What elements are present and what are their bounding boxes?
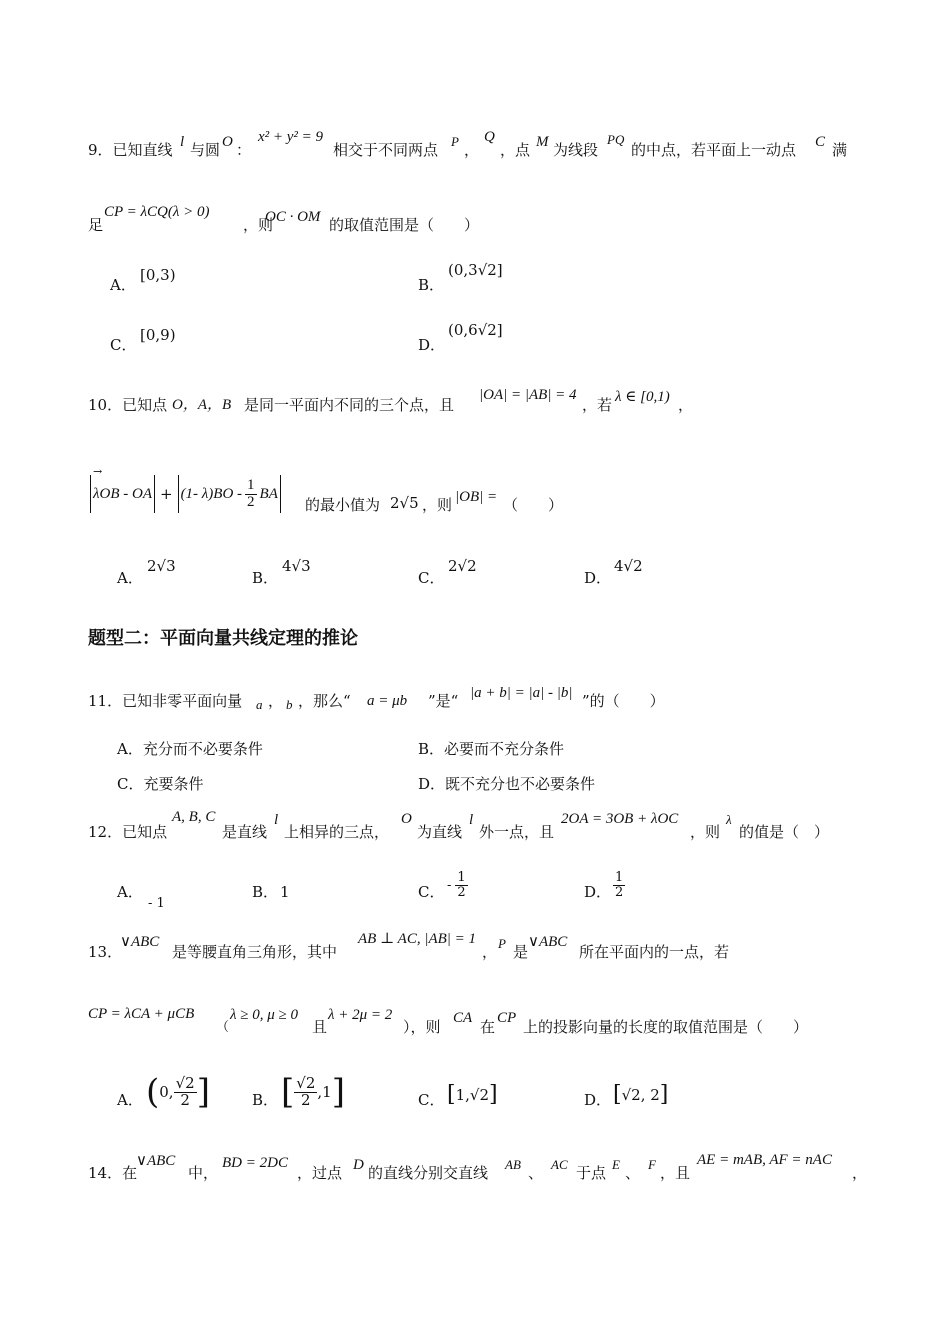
q13-option-a-close: ] xyxy=(196,1072,210,1112)
q13-option-a-num: √2 xyxy=(175,1073,195,1092)
q13-option-b-num: √2 xyxy=(296,1073,316,1092)
q10-expr2b: BA xyxy=(259,485,278,502)
q10-text: 是同一平面内不同的三个点，且 xyxy=(244,396,455,414)
q13-option-a-label: A． xyxy=(117,1091,143,1109)
q10-text: ，若 xyxy=(582,396,613,414)
q13-triangle: ∨ABC xyxy=(528,934,568,950)
q13-option-c-close: ] xyxy=(489,1082,498,1107)
q11-option-c: C．充要条件 xyxy=(117,775,204,793)
q13-option-b-value xyxy=(281,1068,345,1116)
q9-text: 相交于不同两点 xyxy=(333,141,439,159)
q13-equation: CP = λCA + μCB xyxy=(88,1006,195,1022)
q12-text: 外一点，且 xyxy=(479,823,555,841)
q12-option-a-label: A． xyxy=(117,883,143,901)
q12-option-a-value: - 1 xyxy=(148,896,165,911)
q9-point-c: C xyxy=(815,134,826,150)
q10-expr1: λOB - OA xyxy=(93,485,152,502)
q12-line-l: l xyxy=(274,812,279,828)
q13-option-d-label: D． xyxy=(584,1091,612,1109)
q14-text: ， xyxy=(852,1164,868,1182)
q9-point-m: M xyxy=(536,134,549,150)
q10-option-c-label: C． xyxy=(418,569,445,587)
q9-line-l: l xyxy=(180,134,185,150)
q14-condition: AE = mAB, AF = nAC xyxy=(697,1152,832,1168)
q9-text: 的取值范围是（ ） xyxy=(329,216,480,234)
q14-point-f: F xyxy=(648,1157,656,1172)
q11-number: 11．已知非零平面向量 xyxy=(88,692,243,710)
q10-half-num: 1 xyxy=(247,476,255,493)
q14-text: 的直线分别交直线 xyxy=(368,1164,489,1182)
q13-option-b-den: 2 xyxy=(301,1090,311,1109)
q12-text: 是直线 xyxy=(222,823,268,841)
q14-text: 、 xyxy=(625,1164,641,1182)
q10-condition: |OA| = |AB| = 4 xyxy=(479,387,577,403)
q13-vector-ca: CA xyxy=(453,1010,473,1026)
q12-text: 为直线 xyxy=(417,823,463,841)
q13-option-c-text: 1,√2 xyxy=(455,1085,490,1104)
q10-text: 的最小值为 xyxy=(305,496,381,514)
q12-option-b-value: 1 xyxy=(280,883,290,901)
q14-triangle: ∨ABC xyxy=(136,1153,176,1169)
q13-text: 是 xyxy=(513,943,529,961)
q13-option-c-open: [ xyxy=(447,1082,456,1107)
q12-option-c-frac xyxy=(455,871,467,899)
q12-point-o: O xyxy=(401,811,412,827)
q12-lambda: λ xyxy=(726,812,732,827)
q10-points: O，A，B xyxy=(172,397,232,413)
q12-line-l: l xyxy=(469,812,474,828)
q12-equation: 2OA = 3OB + λOC xyxy=(561,811,679,827)
q9-text: 满 xyxy=(832,141,848,159)
q9-condition: CP = λCQ(λ > 0) xyxy=(104,204,210,220)
q13-condition: AB ⊥ AC, |AB| = 1 xyxy=(358,931,477,947)
q14-line-ab: AB xyxy=(505,1157,521,1172)
abs-bar xyxy=(90,475,91,513)
q9-text: 的中点，若平面上一动点 xyxy=(631,141,797,159)
q11-comma: ， xyxy=(268,692,284,710)
q9-option-c-label: C． xyxy=(110,336,137,354)
q12-option-d-label: D． xyxy=(584,883,612,901)
q11-option-b: B．必要而不充分条件 xyxy=(418,740,565,758)
q13-option-d-open: [ xyxy=(613,1082,622,1107)
q13-text: 是等腰直角三角形，其中 xyxy=(172,943,338,961)
q9-colon: ： xyxy=(236,141,252,159)
q9-option-b-value: (0,3√2] xyxy=(448,261,503,279)
q13-option-d-value xyxy=(613,1084,668,1106)
q14-number: 14．在 xyxy=(88,1164,138,1182)
q13-option-a-den: 2 xyxy=(180,1090,190,1109)
q13-text: 上的投影向量的长度的取值范围是（ ） xyxy=(523,1018,809,1036)
q9-text: ，则 xyxy=(243,216,274,234)
q9-segment-pq: PQ xyxy=(607,132,625,147)
q14-point-d: D xyxy=(353,1157,364,1173)
abs-bar xyxy=(154,475,155,513)
q11-vector-b: b xyxy=(286,697,293,712)
q14-point-e: E xyxy=(612,1157,620,1172)
q9-text: ，点 xyxy=(500,141,531,159)
q13-number: 13． xyxy=(88,943,123,961)
q9-option-d-label: D． xyxy=(418,336,446,354)
q9-option-c-value: [0,9) xyxy=(140,326,176,344)
q10-ob: |OB| = xyxy=(455,489,498,505)
q10-option-d-label: D． xyxy=(584,569,612,587)
q13-option-b-label: B． xyxy=(252,1091,279,1109)
q13-point-p: P xyxy=(498,936,506,951)
q10-option-a-value: 2√3 xyxy=(147,557,176,575)
abs-bar xyxy=(178,475,179,513)
q12-option-d-num: 1 xyxy=(615,870,624,885)
q11-option-a: A．充分而不必要条件 xyxy=(117,740,263,758)
q9-text: 与圆 xyxy=(190,141,221,159)
q9-option-a-label: A． xyxy=(110,276,136,294)
q9-dot-product: OC · OM xyxy=(265,209,321,225)
q11-option-d: D．既不充分也不必要条件 xyxy=(418,775,596,793)
q10-arrow-icon: → xyxy=(93,465,103,478)
q13-option-a-open: ( xyxy=(146,1072,160,1112)
q10-option-b-value: 4√3 xyxy=(282,557,311,575)
q10-half xyxy=(245,478,257,511)
q9-number: 9．已知直线 xyxy=(88,141,173,159)
q11-text: ”的（ ） xyxy=(582,692,665,710)
q12-number: 12．已知点 xyxy=(88,823,168,841)
q9-point-p: P xyxy=(451,134,459,149)
q13-vector-cp: CP xyxy=(497,1010,517,1026)
q13-option-a-frac xyxy=(174,1073,197,1109)
q14-text: 、 xyxy=(528,1164,544,1182)
q9-point-q: Q xyxy=(484,129,495,145)
q14-equation: BD = 2DC xyxy=(222,1155,288,1171)
q12-text: ，则 xyxy=(690,823,721,841)
q12-option-d-value xyxy=(613,871,625,899)
q11-vector-a: a xyxy=(256,697,263,712)
q10-expression xyxy=(88,472,283,516)
q9-option-d-value: (0,6√2] xyxy=(448,321,503,339)
q12-option-d-frac xyxy=(613,871,625,899)
q13-option-b-post: ,1 xyxy=(317,1082,332,1101)
q11-text: ”是“ xyxy=(428,692,459,710)
q14-line-ac: AC xyxy=(551,1157,568,1172)
q13-text: 且 xyxy=(312,1018,328,1036)
q13-comma: ， xyxy=(482,943,498,961)
q12-option-c-value xyxy=(447,871,468,899)
q9-option-a-value: [0,3) xyxy=(140,266,176,284)
q13-option-a-pre: 0, xyxy=(159,1082,174,1101)
q11-collinear: a = μb xyxy=(367,693,408,709)
q14-text: ，且 xyxy=(660,1164,691,1182)
q12-points: A, B, C xyxy=(172,809,216,825)
q10-expr2a: (1- λ)BO - xyxy=(180,485,243,502)
abs-bar xyxy=(280,475,281,513)
q12-option-c-sign: - xyxy=(447,877,452,893)
q10-option-a-label: A． xyxy=(117,569,143,587)
q10-text: ， xyxy=(678,396,694,414)
q13-option-b-close: ] xyxy=(331,1072,345,1112)
q9-comma: ， xyxy=(464,141,480,159)
q13-option-c-value xyxy=(447,1084,498,1106)
q10-plus: + xyxy=(159,484,173,503)
q14-text: 中， xyxy=(188,1164,219,1182)
q12-text: 上相异的三点， xyxy=(284,823,390,841)
q14-text: 于点 xyxy=(576,1164,607,1182)
q9-circle-o: O xyxy=(222,134,233,150)
q12-option-d-den: 2 xyxy=(615,884,624,900)
q10-half-den: 2 xyxy=(247,493,255,510)
q10-text: ，则 xyxy=(422,496,453,514)
q13-option-d-close: ] xyxy=(659,1082,669,1107)
q13-paren: （ xyxy=(216,1020,230,1035)
q13-condition2: λ + 2μ = 2 xyxy=(328,1007,393,1023)
q12-option-c-label: C． xyxy=(418,883,445,901)
q10-number: 10．已知点 xyxy=(88,396,168,414)
q13-option-d-text: √2, 2 xyxy=(621,1085,660,1104)
q13-text: 在 xyxy=(480,1018,496,1036)
q9-text: 为线段 xyxy=(553,141,599,159)
q10-option-d-value: 4√2 xyxy=(614,557,643,575)
q14-text: ，过点 xyxy=(297,1164,343,1182)
section-heading: 题型二：平面向量共线定理的推论 xyxy=(88,628,358,649)
q13-option-b-open: [ xyxy=(281,1072,295,1112)
q13-text: ），则 xyxy=(403,1018,441,1036)
q12-option-b-label: B． xyxy=(252,883,279,901)
q11-condition: |a + b| = |a| - |b| xyxy=(470,685,573,701)
q10-paren: （ ） xyxy=(503,496,564,514)
q10-option-c-value: 2√2 xyxy=(448,557,477,575)
q11-text: ，那么“ xyxy=(298,692,351,710)
q13-option-c-label: C． xyxy=(418,1091,445,1109)
q13-option-a-value xyxy=(146,1068,210,1116)
q12-option-c-den: 2 xyxy=(457,884,466,900)
q10-lambda-range: λ ∈ [0,1) xyxy=(615,389,670,405)
q9-text: 足 xyxy=(88,216,104,234)
q12-option-c-num: 1 xyxy=(457,870,466,885)
q13-condition: λ ≥ 0, μ ≥ 0 xyxy=(230,1007,298,1023)
q10-option-b-label: B． xyxy=(252,569,279,587)
q13-triangle: ∨ABC xyxy=(120,934,160,950)
q13-option-b-frac xyxy=(294,1073,317,1109)
q9-circle-equation: x² + y² = 9 xyxy=(258,129,324,145)
q12-text: 的值是（ ） xyxy=(739,823,830,841)
q13-text: 所在平面内的一点，若 xyxy=(579,943,730,961)
q10-min-value: 2√5 xyxy=(390,494,419,512)
q9-option-b-label: B． xyxy=(418,276,445,294)
